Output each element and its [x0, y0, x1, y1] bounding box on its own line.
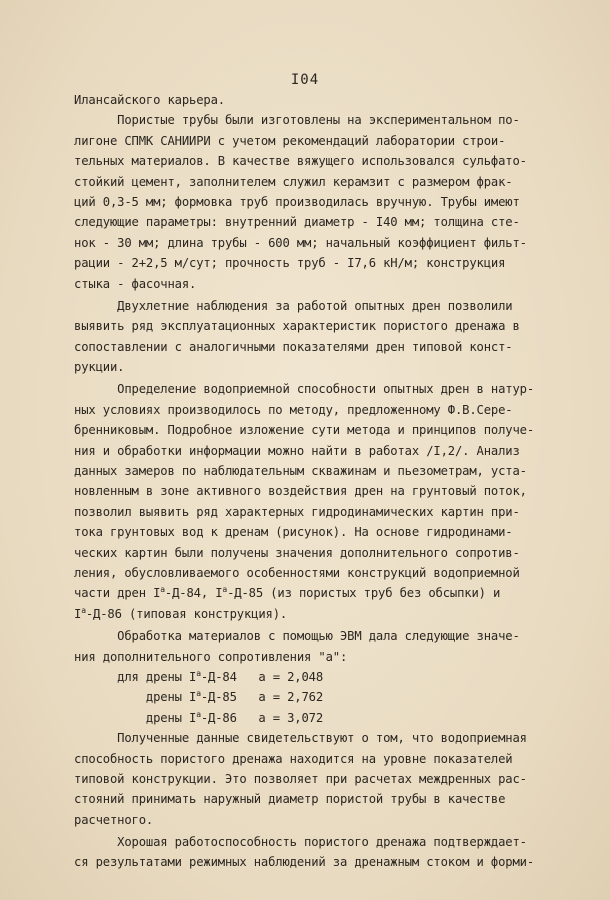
text-line: тельных материалов. В качестве вяжущего использовался сульфато-	[74, 154, 527, 169]
value-row: дрены $I^а-Д-86$ а = 3,072	[117, 709, 324, 725]
text-line: типовой конструкции. Это позволяет при расчетах междренных рас-	[74, 771, 527, 786]
text-line: ся результатами режимных наблюдений за дренажным стоком и форми-	[74, 855, 534, 870]
text-line: следующие параметры: внутренний диаметр - I40 мм; толщина сте-	[74, 215, 520, 230]
text-line: ления, обусловливаемого особенностями конструкций водоприемной	[74, 565, 520, 580]
text-line: тока грунтовых вод к дренам (рисунок). На основе гидродинами-	[74, 525, 513, 540]
body-text	[74, 90, 574, 873]
text-line: Полученные данные свидетельствуют о том, что водоприемная	[74, 731, 527, 746]
text-line: Определение водоприемной способности опытных дрен в натур-	[74, 382, 534, 397]
text-line: рукции.	[74, 360, 125, 375]
text-line: ных условиях производилось по методу, предложенному Ф.В.Сере-	[74, 402, 513, 417]
text-line-drains: $I^а-Д-86$ (типовая конструкция).	[74, 605, 288, 621]
text-line: стойкий цемент, заполнителем служил керамзит с размером фрак-	[74, 174, 513, 189]
text-line: ческих картин были получены значения дополнительного сопротив-	[74, 545, 520, 560]
text-line: ния дополнительного сопротивления "а":	[74, 649, 348, 664]
text-line: выявить ряд эксплуатационных характеристик пористого дренажа в	[74, 319, 520, 334]
text-line: Двухлетние наблюдения за работой опытных дрен позволили	[74, 298, 513, 313]
text-line: ния и обработки информации можно найти в работах /I,2/. Анализ	[74, 443, 520, 458]
value-row: дрены $I^а-Д-85$ а = 2,762	[117, 689, 324, 705]
text-line: стояний принимать наружный диаметр пористой трубы в качестве	[74, 792, 506, 807]
text-line: бренниковым. Подробное изложение сути метода и принципов получе-	[74, 423, 534, 438]
text-line: Хорошая работоспособность пористого дренажа подтверждает-	[74, 835, 527, 850]
text-line: данных замеров по наблюдательным скважинам и пьезометрам, уста-	[74, 464, 527, 479]
text-line: Илансайского карьера.	[74, 93, 225, 107]
page-number: I04	[290, 72, 320, 88]
text-line: Обработка материалов с помощью ЭВМ дала следующие значе-	[74, 629, 520, 644]
text-line: рации - 2+2,5 м/сут; прочность труб - I7,6 кН/м; конструкция	[74, 256, 506, 271]
text-line: способность пористого дренажа находится на уровне показателей	[74, 751, 513, 766]
text-line: сопоставлении с аналогичными показателями дрен типовой конст-	[74, 339, 513, 354]
text-line-drains: части дрен $I^а-Д-84$, $I^а-Д-85$ (из пористых труб без обсыпки) и	[74, 585, 501, 601]
value-row: для дрены $I^а-Д-84$ а = 2,048	[117, 668, 324, 684]
text-line: стыка - фасочная.	[74, 276, 197, 291]
text-line: лигоне СПМК САНИИРИ с учетом рекомендаций лаборатории строи-	[74, 133, 506, 148]
text-line: нок - 30 мм; длина трубы - 600 мм; начальный коэффициент фильт-	[74, 235, 527, 250]
text-line: позволил выявить ряд характерных гидродинамических картин при-	[74, 504, 520, 519]
text-line: ций 0,3-5 мм; формовка труб производилась вручную. Трубы имеют	[74, 194, 520, 209]
text-line: расчетного.	[74, 812, 154, 827]
text-line: новленным в зоне активного воздействия дрен на грунтовый поток,	[74, 484, 527, 499]
text-line: Пористые трубы были изготовлены на экспериментальном по-	[74, 113, 520, 128]
